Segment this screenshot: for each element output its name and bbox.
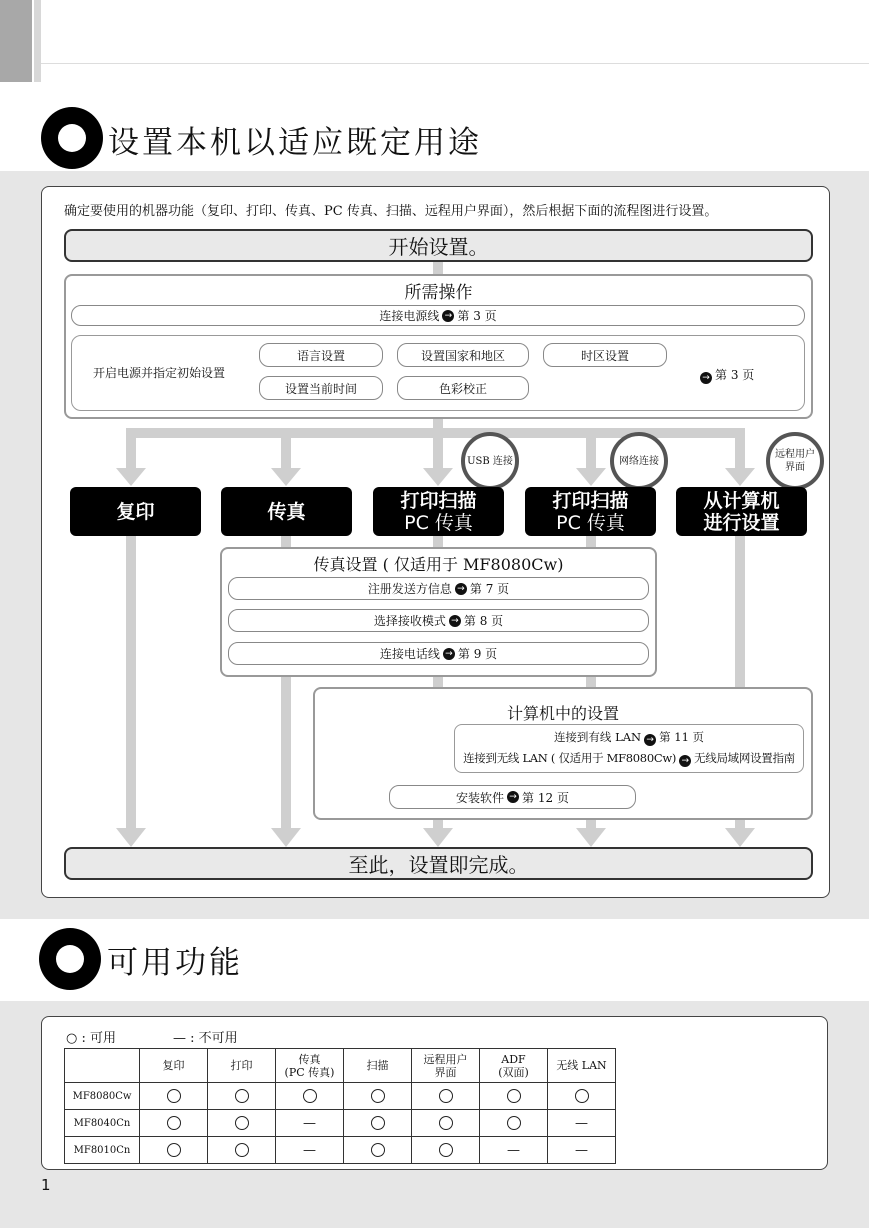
availability-cell: [276, 1083, 344, 1110]
model-cell: MF8010Cn: [65, 1137, 140, 1164]
init-label: 开启电源并指定初始设置: [93, 366, 226, 380]
software-ref: 第 12 页: [522, 790, 569, 805]
table-header: 无线 LAN: [548, 1049, 616, 1083]
function-print-scan-network: [525, 487, 656, 536]
required-title: 所需操作: [404, 283, 473, 303]
arrow-right-icon: [449, 615, 461, 627]
available-mark: [507, 1116, 521, 1130]
table-header: 传真 (PC 传真): [276, 1049, 344, 1083]
step-ref: 第 9 页: [457, 647, 498, 661]
features-table: [64, 1048, 616, 1164]
table-header: 远程用户 界面: [412, 1049, 480, 1083]
unavailable-mark: —: [575, 1115, 588, 1131]
available-mark: [235, 1116, 249, 1130]
arrow-right-icon: [507, 791, 519, 803]
availability-cell: [208, 1083, 276, 1110]
function-label: 打印扫描: [552, 489, 629, 512]
fax-step-sender-info: [228, 577, 649, 600]
availability-cell: [548, 1137, 616, 1164]
table-header: [65, 1049, 140, 1083]
power-ref: 第 3 页: [457, 309, 497, 323]
available-mark: [371, 1089, 385, 1103]
function-label: PC 传真: [556, 511, 625, 534]
available-mark: [235, 1143, 249, 1157]
availability-cell: [412, 1137, 480, 1164]
table-header: ADF (双面): [480, 1049, 548, 1083]
availability-cell: [140, 1137, 208, 1164]
arrow-right-icon: [442, 310, 454, 322]
function-label: 进行设置: [703, 511, 780, 534]
unavailable-mark: —: [303, 1115, 316, 1131]
table-row: [65, 1137, 616, 1164]
arrow-right-icon: [443, 648, 455, 660]
power-cord-step: [71, 305, 805, 326]
table-row: [65, 1110, 616, 1137]
unavailable-mark: —: [575, 1142, 588, 1158]
network-connection-badge: 网络连接: [610, 432, 668, 490]
availability-cell: [412, 1110, 480, 1137]
step-label: 注册发送方信息: [367, 582, 452, 596]
available-mark: [371, 1143, 385, 1157]
unavailable-mark: —: [507, 1142, 520, 1158]
availability-cell: [208, 1110, 276, 1137]
arrow-right-icon: [644, 734, 656, 746]
table-header: 复印: [140, 1049, 208, 1083]
wireless-lan-ref: 无线局域网设置指南: [694, 751, 795, 765]
fax-step-phone-line: [228, 642, 649, 665]
usb-connection-badge: USB 连接: [461, 432, 519, 490]
availability-cell: [344, 1137, 412, 1164]
availability-cell: [480, 1137, 548, 1164]
step-ref: 第 7 页: [469, 582, 510, 596]
computer-settings-title: 计算机中的设置: [506, 704, 619, 723]
availability-cell: [140, 1110, 208, 1137]
function-label: 复印: [116, 500, 155, 523]
function-label: 传真: [267, 500, 306, 523]
power-label: 连接电源线: [379, 309, 440, 323]
available-mark: [575, 1089, 589, 1103]
model-cell: MF8040Cn: [65, 1110, 140, 1137]
install-software-step: [389, 785, 636, 809]
function-label: 打印扫描: [400, 489, 477, 512]
availability-cell: [344, 1110, 412, 1137]
available-mark: [371, 1116, 385, 1130]
function-copy: [70, 487, 201, 536]
language-setting: 语言设置: [259, 343, 383, 367]
page-number: 1: [41, 1176, 51, 1194]
wireless-lan-label: 连接到无线 LAN ( 仅适用于 MF8080Cw): [463, 751, 677, 765]
available-mark: [235, 1089, 249, 1103]
function-fax: [221, 487, 352, 536]
availability-cell: [548, 1110, 616, 1137]
function-label: 从计算机: [703, 489, 780, 512]
fax-step-receive-mode: [228, 609, 649, 632]
arrow-right-icon: [679, 755, 691, 767]
table-row: [65, 1083, 616, 1110]
legend-unavailable: — : 不可用: [173, 1031, 238, 1046]
available-mark: [167, 1143, 181, 1157]
availability-cell: [140, 1083, 208, 1110]
model-cell: MF8080Cw: [65, 1083, 140, 1110]
availability-cell: [276, 1110, 344, 1137]
unavailable-mark: —: [303, 1142, 316, 1158]
function-remote-setup: [676, 487, 807, 536]
step-label: 选择接收模式: [373, 614, 446, 628]
arrow-right-icon: [700, 372, 712, 384]
availability-cell: [480, 1110, 548, 1137]
table-header: 扫描: [344, 1049, 412, 1083]
available-mark: [167, 1089, 181, 1103]
step-label: 连接电话线: [379, 647, 440, 661]
availability-cell: [276, 1137, 344, 1164]
wired-lan-label: 连接到有线 LAN: [553, 730, 642, 744]
section-title: 可用功能: [107, 945, 243, 981]
intro-text: 确定要使用的机器功能（复印、打印、传真、PC 传真、扫描、远程用户界面），然后根据下面的流程图进行设置。: [64, 204, 718, 219]
wired-lan-ref: 第 11 页: [659, 730, 705, 744]
available-mark: [507, 1089, 521, 1103]
availability-cell: [412, 1083, 480, 1110]
init-ref: 第 3 页: [715, 368, 755, 382]
fax-settings-title: 传真设置 ( 仅适用于 MF8080Cw): [313, 555, 564, 574]
lan-connection-box: [454, 724, 804, 773]
step-ref: 第 8 页: [463, 614, 504, 628]
country-setting: 设置国家和地区: [397, 343, 529, 367]
current-time-setting: 设置当前时间: [259, 376, 383, 400]
availability-cell: [548, 1083, 616, 1110]
available-mark: [439, 1116, 453, 1130]
legend-available: ○ : 可用: [66, 1031, 116, 1046]
end-banner: 至此，设置即完成。: [64, 847, 813, 880]
init-ref-wrap: [697, 366, 754, 384]
availability-cell: [480, 1083, 548, 1110]
section-title: 设置本机以适应既定用途: [108, 125, 482, 161]
table-header: 打印: [208, 1049, 276, 1083]
start-banner: 开始设置。: [64, 229, 813, 262]
available-mark: [167, 1116, 181, 1130]
color-calibration-setting: 色彩校正: [397, 376, 529, 400]
table-header-row: [65, 1049, 616, 1083]
available-mark: [303, 1089, 317, 1103]
availability-cell: [208, 1137, 276, 1164]
availability-cell: [344, 1083, 412, 1110]
remote-ui-badge: 远程用户 界面: [766, 432, 824, 490]
timezone-setting: 时区设置: [543, 343, 667, 367]
software-label: 安装软件: [456, 790, 505, 805]
available-mark: [439, 1143, 453, 1157]
arrow-right-icon: [455, 583, 467, 595]
function-print-scan-usb: [373, 487, 504, 536]
function-label: PC 传真: [404, 511, 473, 534]
available-mark: [439, 1089, 453, 1103]
section-bullet-icon: [39, 928, 101, 990]
